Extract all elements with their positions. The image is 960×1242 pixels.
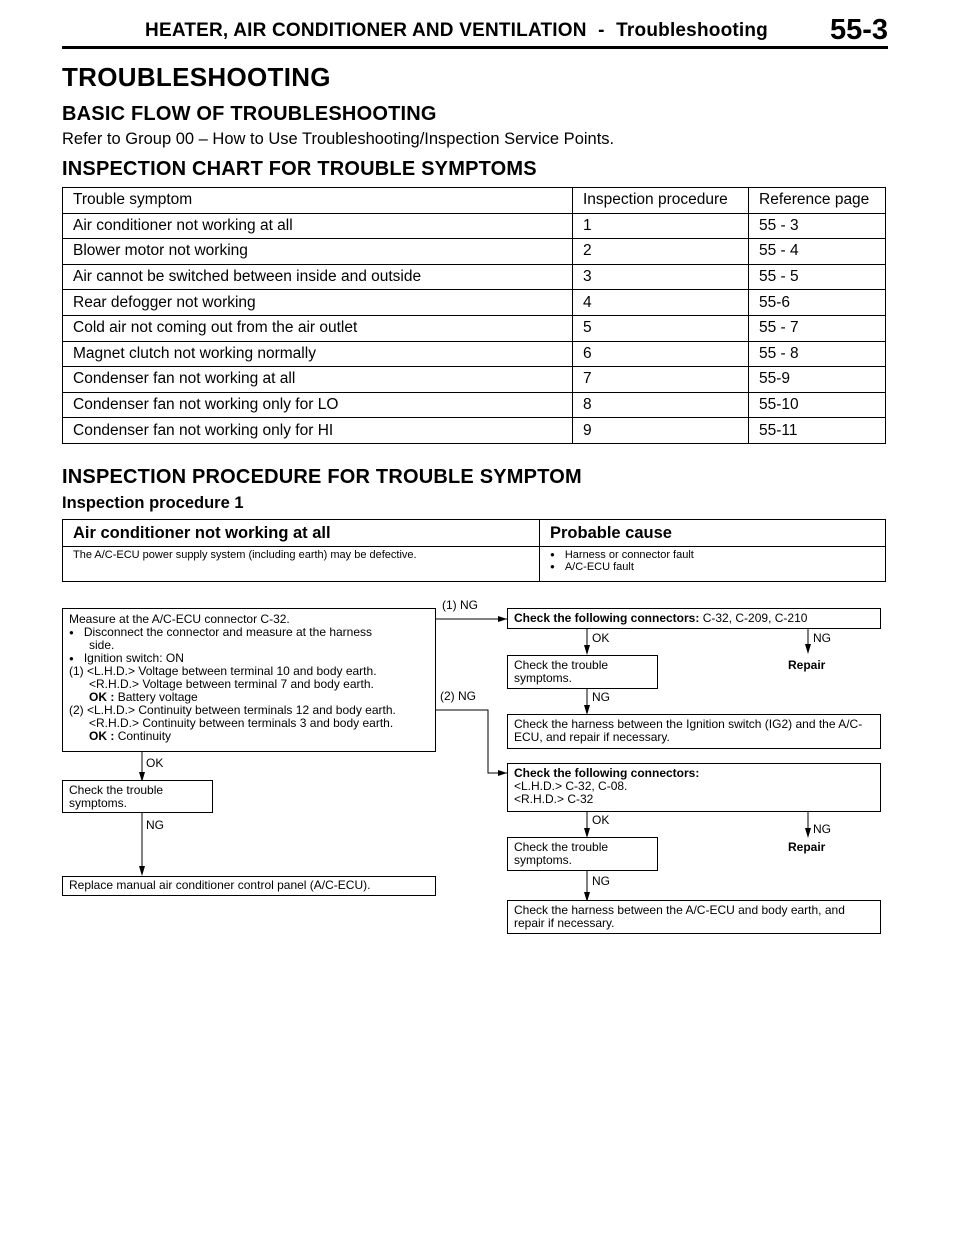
check-trouble-box: Check the trouble symptoms. (507, 655, 658, 689)
label-ng: NG (592, 874, 610, 888)
harness-ig-box: Check the harness between the Ignition switch (IG2) and the A/C-ECU, and repair if necessary. (507, 714, 881, 749)
procedure-subheading: Inspection procedure 1 (62, 494, 244, 512)
arrow-head (498, 770, 507, 776)
measure-box (62, 608, 436, 752)
col-header: Reference page (749, 188, 886, 214)
symptom-header: Air conditioner not working at all (63, 520, 540, 547)
procedure-heading: INSPECTION PROCEDURE FOR TROUBLE SYMPTOM (62, 466, 582, 488)
label-ng: NG (813, 631, 831, 645)
reference-cell: 55 - 5 (749, 264, 886, 290)
arrow-head (805, 828, 811, 838)
label-ng: NG (146, 818, 164, 832)
cause-item: ● Harness or connector fault (550, 549, 875, 561)
label-ok: OK (146, 756, 164, 770)
symptom-cell: Blower motor not working (63, 239, 573, 265)
label-ng: NG (813, 822, 831, 836)
symptom-cell: Rear defogger not working (63, 290, 573, 316)
label-ok: OK (592, 631, 610, 645)
reference-cell: 55 - 4 (749, 239, 886, 265)
label-2-ng: (2) NG (440, 689, 476, 703)
arrow-head (139, 866, 145, 876)
basic-flow-text: Refer to Group 00 – How to Use Troubleshooting/Inspection Service Points. (62, 130, 615, 148)
symptom-cell: Condenser fan not working at all (63, 367, 573, 393)
symptom-cell: Condenser fan not working only for HI (63, 418, 573, 444)
symptom-cell: Magnet clutch not working normally (63, 341, 573, 367)
check-trouble-box: Check the trouble symptoms. (62, 780, 213, 813)
check-connectors-box-1: Check the following connectors: C-32, C-209, C-210 (507, 608, 881, 629)
symptom-cell: Air cannot be switched between inside and outside (63, 264, 573, 290)
procedure-cell: 7 (573, 367, 749, 393)
label-1-ng: (1) NG (442, 598, 478, 612)
procedure-cell: 5 (573, 315, 749, 341)
reference-cell: 55-10 (749, 392, 886, 418)
check-trouble-box: Check the trouble symptoms. (507, 837, 658, 871)
procedure-cell: 6 (573, 341, 749, 367)
repair-label: Repair (788, 840, 826, 854)
symptom-cell: Cold air not coming out from the air outlet (63, 315, 573, 341)
symptom-cell: Condenser fan not working only for LO (63, 392, 573, 418)
reference-cell: 55-6 (749, 290, 886, 316)
harness-earth-box: Check the harness between the A/C-ECU and body earth, and repair if necessary. (507, 900, 881, 934)
procedure-cell: 2 (573, 239, 749, 265)
reference-cell: 55-9 (749, 367, 886, 393)
col-header: Inspection procedure (573, 188, 749, 214)
main-heading: TROUBLESHOOTING (62, 62, 331, 92)
symptom-cell: Air conditioner not working at all (63, 213, 573, 239)
arrow-head (584, 645, 590, 655)
reference-cell: 55 - 8 (749, 341, 886, 367)
measure-title: Measure at the A/C-ECU connector C-32. (69, 612, 290, 626)
repair-label: Repair (788, 658, 826, 672)
measure-step: ● Ignition switch: ON (69, 652, 429, 665)
symptom-description: The A/C-ECU power supply system (including earth) may be defective. (63, 547, 540, 582)
reference-cell: 55 - 3 (749, 213, 886, 239)
procedure-cell: 1 (573, 213, 749, 239)
basic-flow-heading: BASIC FLOW OF TROUBLESHOOTING (62, 103, 437, 125)
measure-step: (2) <L.H.D.> Continuity between terminals 12 and body earth. (69, 703, 396, 717)
measure-step: side. (89, 638, 115, 652)
probable-cause-header: Probable cause (540, 520, 886, 547)
measure-step: <R.H.D.> Voltage between terminal 7 and body earth. (89, 677, 374, 691)
label-ng: NG (592, 690, 610, 704)
inspection-chart-heading: INSPECTION CHART FOR TROUBLE SYMPTOMS (62, 158, 537, 180)
arrow-head (805, 644, 811, 654)
check-connectors-box-2: Check the following connectors: <L.H.D.> C-32, C-08. <R.H.D.> C-32 (507, 763, 881, 812)
arrow-head (498, 616, 507, 622)
page-number: 55-3 (829, 14, 888, 46)
measure-ok: OK : Continuity (89, 729, 172, 743)
measure-step: <R.H.D.> Continuity between terminals 3 and body earth. (89, 716, 394, 730)
cause-item: ● A/C-ECU fault (550, 561, 875, 573)
procedure-cell: 8 (573, 392, 749, 418)
reference-cell: 55-11 (749, 418, 886, 444)
measure-step: ● Disconnect the connector and measure at the harness (69, 626, 429, 639)
label-ok: OK (592, 813, 610, 827)
procedure-cell: 3 (573, 264, 749, 290)
col-header: Trouble symptom (63, 188, 573, 214)
reference-cell: 55 - 7 (749, 315, 886, 341)
measure-step: (1) <L.H.D.> Voltage between terminal 10 and body earth. (69, 664, 377, 678)
procedure-cell: 4 (573, 290, 749, 316)
header-title: HEATER, AIR CONDITIONER AND VENTILATION - Troubleshooting (145, 20, 768, 41)
measure-ok: OK : Battery voltage (89, 690, 198, 704)
procedure-cell: 9 (573, 418, 749, 444)
flow-line (436, 710, 507, 773)
replace-panel-box: Replace manual air conditioner control panel (A/C-ECU). (62, 876, 436, 896)
